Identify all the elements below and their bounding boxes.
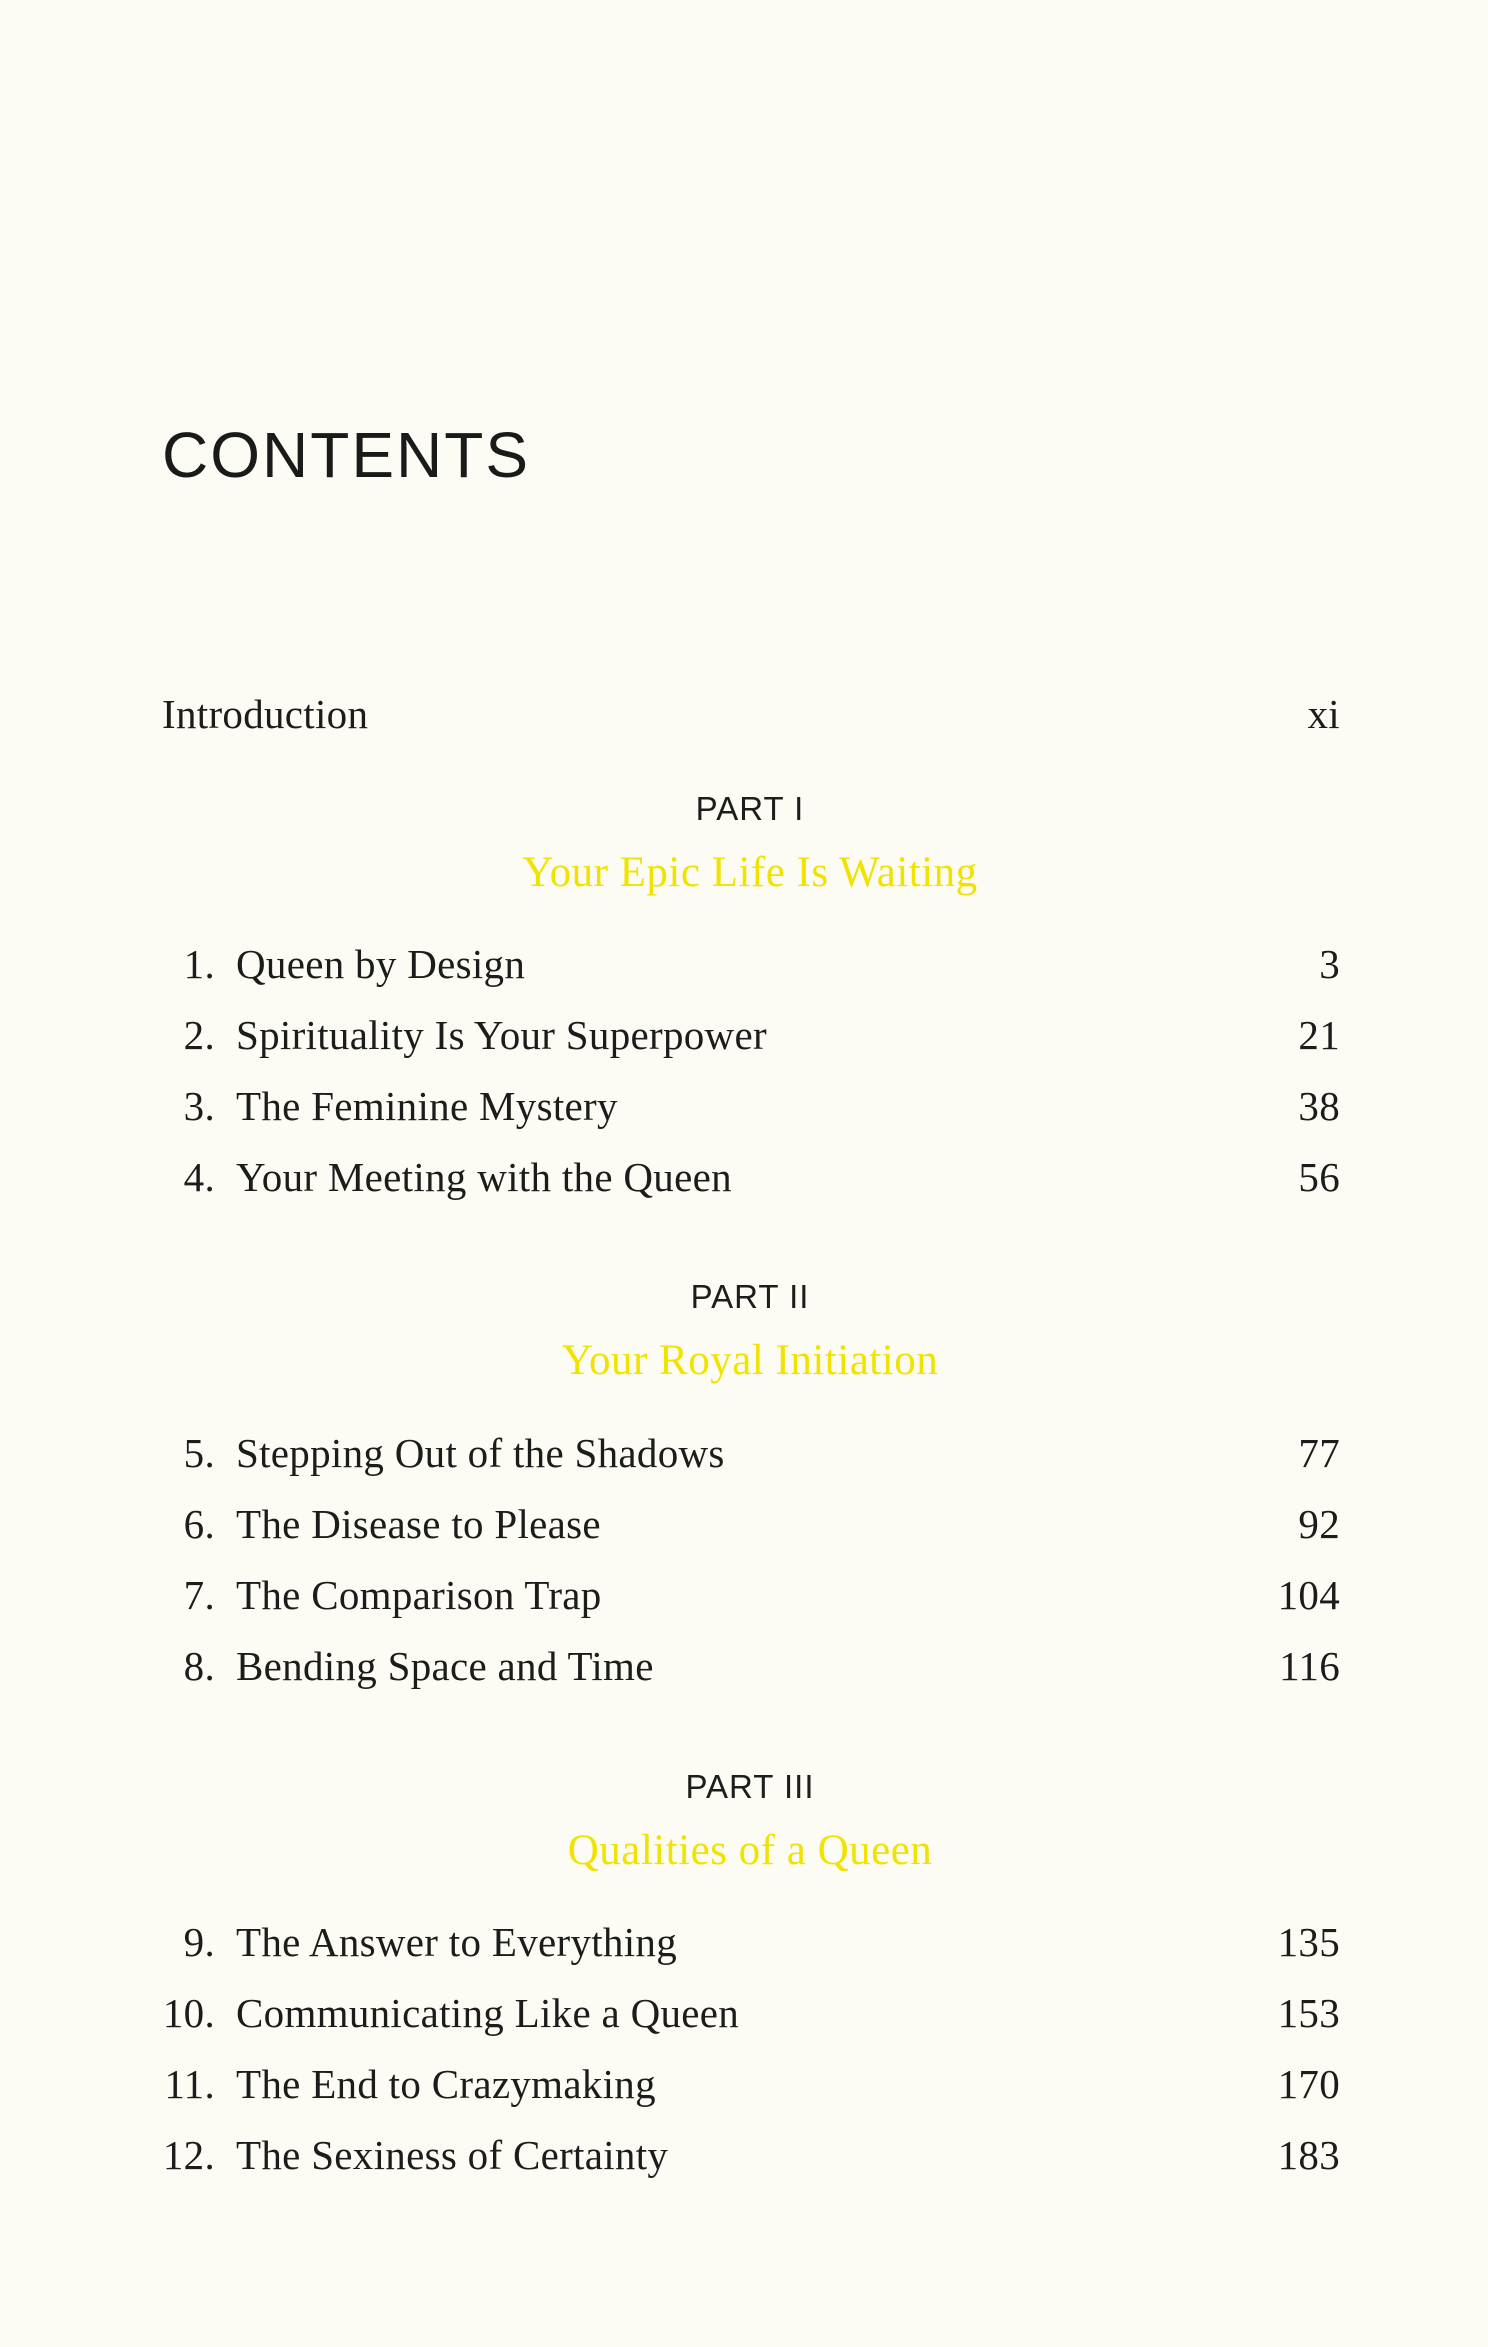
- part-title: Qualities of a Queen: [567, 1827, 933, 1874]
- entry-page-number: 3: [1319, 941, 1340, 987]
- toc-entry[interactable]: [0, 934, 1488, 994]
- chapter-title: Your Meeting with the Queen: [236, 1154, 732, 1200]
- entry-page-number: 77: [1298, 1430, 1340, 1476]
- part-label: PART III: [685, 1768, 815, 1805]
- entry-title: Introduction: [162, 691, 369, 737]
- entry-page-number: 92: [1298, 1501, 1340, 1547]
- chapter-number: 6.: [183, 1501, 215, 1547]
- entry-page-number: 170: [1277, 2061, 1340, 2107]
- part-title: Your Epic Life Is Waiting: [522, 849, 978, 896]
- toc-entry-introduction[interactable]: [0, 684, 1488, 744]
- toc-entry[interactable]: [0, 1983, 1488, 2043]
- chapter-title: The Answer to Everything: [236, 1919, 678, 1965]
- chapter-title: Communicating Like a Queen: [236, 1990, 740, 2036]
- part-title: Your Royal Initiation: [561, 1337, 939, 1384]
- toc-entry[interactable]: [0, 1636, 1488, 1696]
- chapter-title: Stepping Out of the Shadows: [236, 1430, 725, 1476]
- chapter-title: Spirituality Is Your Superpower: [236, 1012, 767, 1058]
- chapter-title: The Comparison Trap: [236, 1572, 602, 1618]
- toc-entry[interactable]: [0, 1076, 1488, 1136]
- chapter-title: The Feminine Mystery: [236, 1083, 618, 1129]
- toc-entry[interactable]: [0, 2054, 1488, 2114]
- entry-page-number: 56: [1298, 1154, 1340, 1200]
- toc-entry[interactable]: [0, 1005, 1488, 1065]
- toc-entry[interactable]: [0, 2125, 1488, 2185]
- entry-page-number: 38: [1298, 1083, 1340, 1129]
- toc-entry[interactable]: [0, 1423, 1488, 1483]
- entry-page-number: 104: [1277, 1572, 1340, 1618]
- chapter-number: 12.: [162, 2132, 215, 2178]
- part-label: PART II: [690, 1278, 810, 1315]
- part-label: PART I: [695, 790, 805, 827]
- chapter-number: 10.: [162, 1990, 215, 2036]
- toc-entry[interactable]: [0, 1912, 1488, 1972]
- toc-entry[interactable]: [0, 1147, 1488, 1207]
- entry-page-number: 135: [1277, 1919, 1340, 1965]
- entry-page-number: 183: [1277, 2132, 1340, 2178]
- chapter-number: 9.: [183, 1919, 215, 1965]
- chapter-number: 7.: [183, 1572, 215, 1618]
- chapter-title: The Disease to Please: [236, 1501, 601, 1547]
- chapter-number: 1.: [183, 941, 215, 987]
- chapter-number: 11.: [164, 2061, 215, 2107]
- entry-page-number: 153: [1277, 1990, 1340, 2036]
- chapter-number: 5.: [183, 1430, 215, 1476]
- chapter-title: Queen by Design: [236, 941, 526, 987]
- toc-entry[interactable]: [0, 1565, 1488, 1625]
- entry-page-number: 21: [1298, 1012, 1340, 1058]
- page-title: CONTENTS: [162, 419, 530, 491]
- entry-page-number: 116: [1279, 1643, 1340, 1689]
- chapter-number: 4.: [183, 1154, 215, 1200]
- chapter-title: Bending Space and Time: [236, 1643, 654, 1689]
- chapter-title: The End to Crazymaking: [236, 2061, 656, 2107]
- entry-page-number: xi: [1307, 691, 1340, 737]
- chapter-number: 2.: [183, 1012, 215, 1058]
- toc-entry[interactable]: [0, 1494, 1488, 1554]
- chapter-number: 3.: [183, 1083, 215, 1129]
- chapter-number: 8.: [183, 1643, 215, 1689]
- chapter-title: The Sexiness of Certainty: [236, 2132, 669, 2178]
